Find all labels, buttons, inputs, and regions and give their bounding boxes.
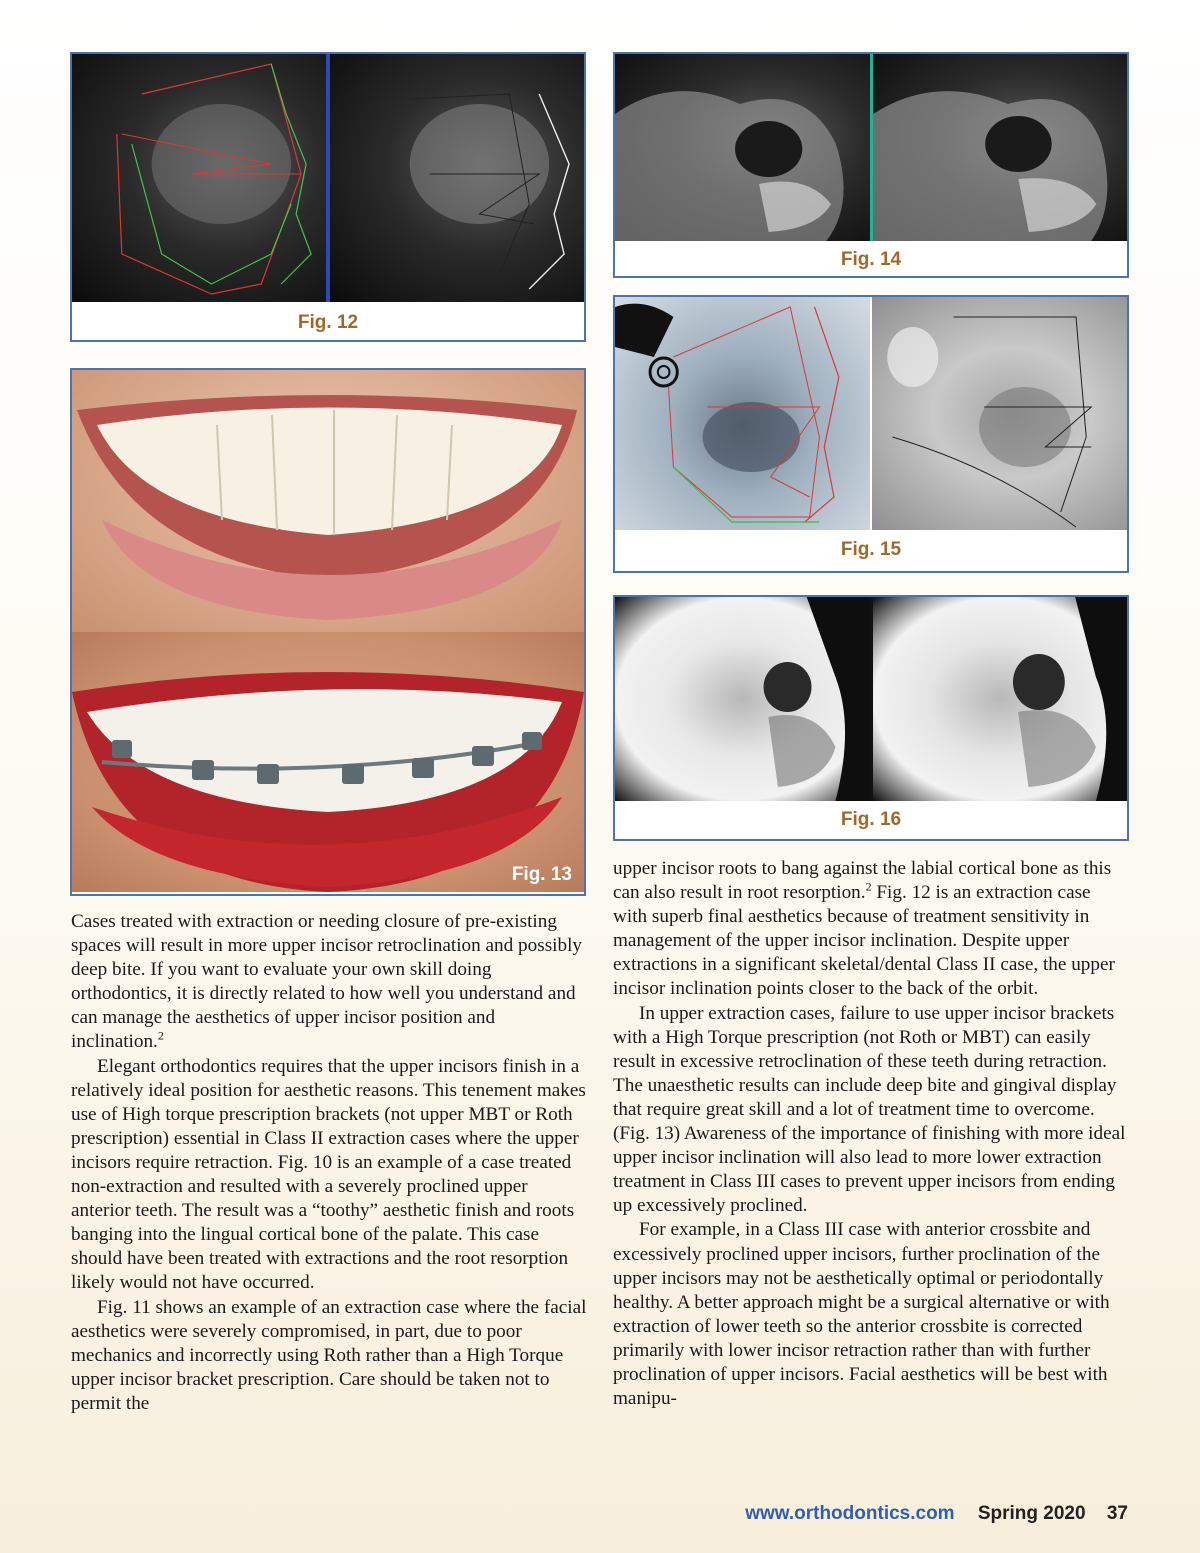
smile-photo-without-braces: [72, 370, 584, 632]
figure-16-caption: Fig. 16: [840, 809, 902, 830]
figure-13: [70, 368, 586, 896]
cephalogram-after: [873, 597, 1127, 801]
right-column-text: [613, 857, 1129, 1411]
cephalogram-before: [615, 597, 869, 801]
figure-14: [613, 52, 1129, 278]
issue-season: Spring 2020: [977, 1503, 1086, 1524]
cephalogram-tracing-after: [330, 54, 584, 302]
page-number: 37: [1106, 1503, 1128, 1524]
paragraph: Fig. 11 shows an example of an extraction case where the facial aesthetics were severely compromised, in part, due to poor mechanics and incorrectly using Roth rather than a High Torque upper incisor bracket prescription. Care should be taken not to permit the: [71, 1296, 587, 1414]
figure-15: [613, 295, 1129, 573]
paragraph: For example, in a Class III case with anterior crossbite and excessively proclined upper incisors, further proclination of the upper incisors may not be aesthetically optimal or periodontally healthy. A better approach might be a surgical alternative or with extraction of lower teeth so the anterior crossbite is corrected primarily with lower incisor retraction rather than with further proclination of upper incisors. Facial aesthetics will be best with manipu-: [613, 1219, 1110, 1410]
website-link[interactable]: www.orthodontics.com: [745, 1503, 955, 1524]
cephalogram-tracing-after: [872, 297, 1127, 530]
cephalogram-before: [615, 54, 870, 241]
smile-photo-with-braces: [72, 632, 584, 892]
figure-15-caption: Fig. 15: [840, 539, 902, 560]
page-footer: [745, 1503, 1128, 1525]
figure-12-caption: Fig. 12: [297, 312, 359, 333]
paragraph: Elegant orthodontics requires that the upper incisors finish in a relatively ideal position for aesthetic reasons. This tenement makes use of High torque prescription brackets (not upper MBT or Roth prescription) essential in Class II extraction cases where the upper incisors require retraction. Fig. 10 is an example of a case treated non-extraction and resulted with a severely proclined upper anterior teeth. The result was a “toothy” aesthetic finish and roots banging into the lingual cortical bone of the palate. This case should have been treated with extractions and the root resorption likely would not have occurred.: [71, 1055, 586, 1294]
reference-superscript: 2: [157, 1029, 164, 1044]
figure-14-caption: Fig. 14: [840, 249, 902, 270]
cephalogram-tracing-before: [72, 54, 326, 302]
paragraph: Cases treated with extraction or needing closure of pre-existing spaces will result in more upper incisor retroclination and possibly deep bite. If you want to evaluate your own skill doing orthodontics, it is directly related to how well you understand and can manage the aesthetics of upper incisor position and inclination.$^2$: [71, 911, 583, 1053]
left-column-text: [71, 910, 587, 1416]
figure-12: [70, 52, 586, 342]
cephalogram-tracing-before: [615, 297, 870, 530]
reference-superscript: 2: [865, 879, 872, 894]
paragraph: upper incisor roots to bang against the labial cortical bone as this can also result in root resorption.$^2$ Fig. 12 is an extraction case with superb final aesthetics because of treatment sensitivity in management of the upper incisor inclination. Despite upper extractions in a significant skeletal/dental Class II case, the upper incisor inclination points closer to the back of the orbit.: [613, 858, 1115, 1000]
paragraph: In upper extraction cases, failure to use upper incisor brackets with a High Torque prescription (not Roth or MBT) can easily result in excessive retroclination of these teeth during retraction. The unaesthetic results can include deep bite and gingival display that require great skill and a lot of treatment time to overcome. (Fig. 13) Awareness of the importance of finishing with more ideal upper incisor inclination will also lead to more lower extraction treatment in Class III cases to prevent upper incisors from ending up excessively proclined.: [613, 1002, 1126, 1217]
figure-13-caption: Fig. 13: [511, 864, 572, 885]
figure-16: [613, 595, 1129, 841]
cephalogram-after: [873, 54, 1128, 241]
